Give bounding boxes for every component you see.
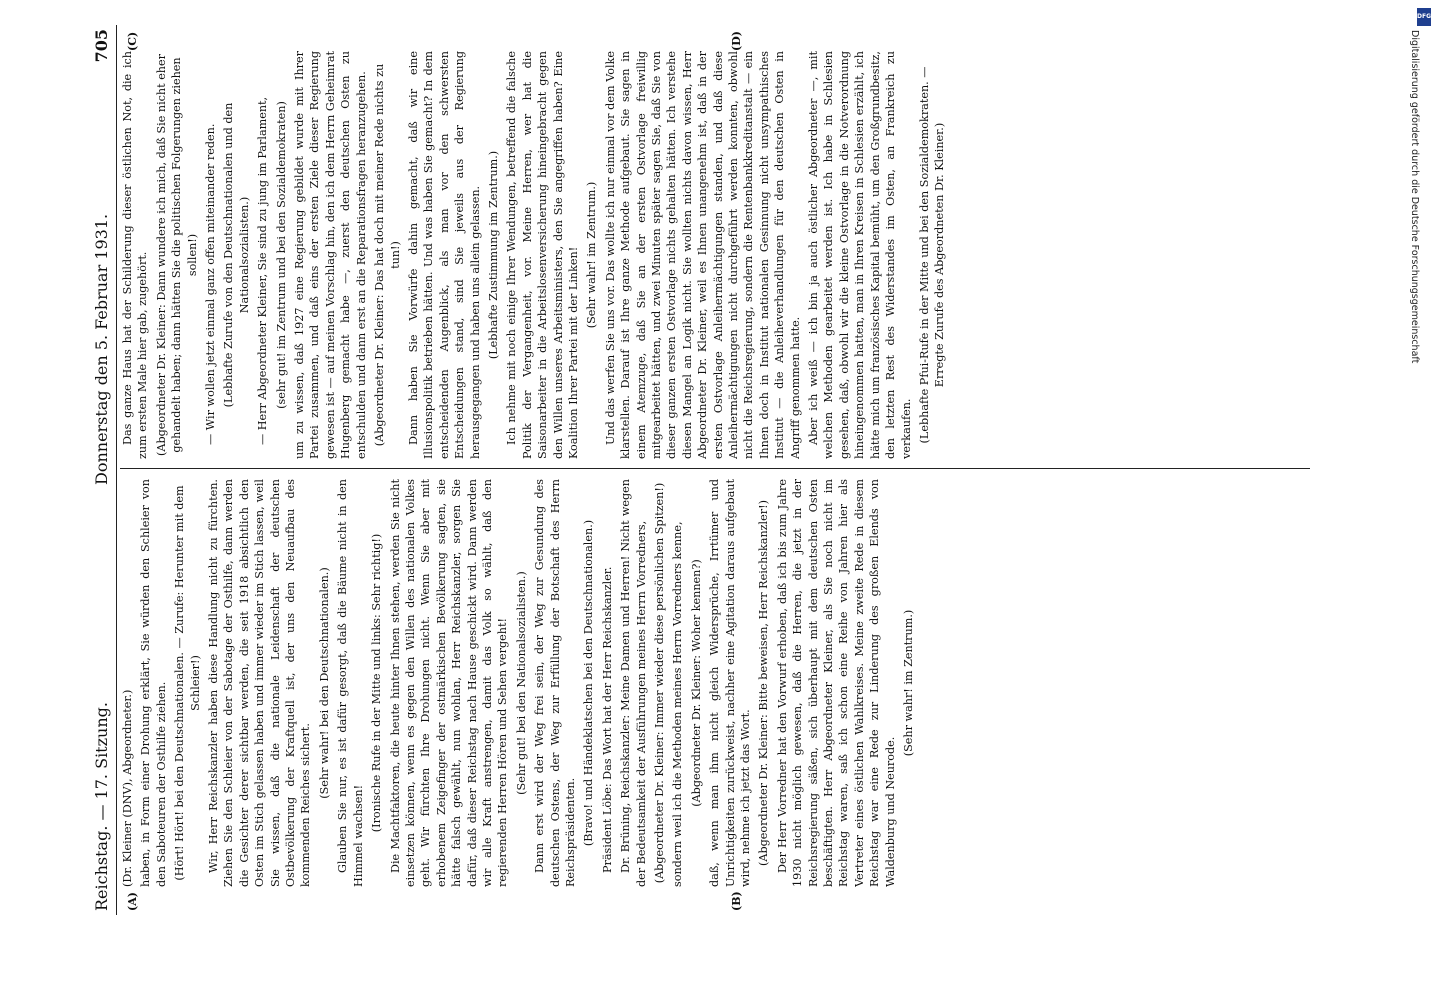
speech-paragraph: Aber ich weiß — ich bin ja auch östlicher Abgeordneter —, mit welchen Methoden gearbeitet werden ist. Ich habe in Schlesien gesehen, daß, obwohl wir die kleine Ostvorlage in die Notverordnung hineingenommen hatten, man in Ihren Kreisen in Schlesien erzählt, ich hätte mich um französisches Kapital bemüht, um den Großgrundbesitz, den letzten Rest des Widerstandes im Osten, an Frankreich zu verkaufen. [807,51,913,459]
speech-paragraph: sondern weil ich die Methoden meines Herrn Vorredners kenne, [671,521,685,887]
interjection-paragraph: (Sehr gut! bei den Nationalsozialisten.) [514,571,528,795]
interjection-paragraph: (Sehr wahr! bei den Deutschnationalen.) [317,567,331,799]
interjection-paragraph: (Abgeordneter Dr. Kleiner: Immer wieder diese persönlichen Spitzen!) [653,482,666,884]
speech-paragraph: Das ganze Haus hat der Schilderung dieser östlichen Not, die ich zum ersten Male hier gab, zugehört. [121,51,150,459]
interjection-paragraph: (sehr gut! im Zentrum und bei den Sozialdemokraten) [274,101,288,409]
header-center: Donnerstag den 5. Februar 1931. [92,213,111,485]
speech-paragraph: Wir, Herr Reichskanzler haben diese Handlung nicht zu fürchten. Ziehen Sie den Schleier von der Sabotage der Osthilfe, dann werden die Gesichter derer sichtbar werden, die seit 1918 absichtlich den Osten im Stich gelassen haben und immer wieder im Stich lassen, weil Sie wissen, daß die nationale Leidenschaft der deutschen Ostbevölkerung der Kraftquell ist, der uns den Neuaufbau des kommenden Reiches sichert. [207,479,313,887]
interjection-paragraph: (Abgeordneter Dr. Kleiner: Dann wundere ich mich, daß Sie nicht eher gehandelt haben; dann hätten Sie die politischen Folgerungen ziehen sollen!) [154,54,199,456]
margin-marker-a: (A) [126,892,139,911]
margin-marker-d: (D) [730,31,743,51]
page-number: 705 [92,29,111,63]
dfg-logo: DFG [1417,8,1431,26]
speech-paragraph: Dann erst wird der Weg frei sein, der Weg zur Gesundung des deutschen Ostens, der Weg zur Erfüllung der Botschaft des Herrn Reichspräsidenten. [533,479,577,887]
interjection-paragraph: (Lebhafte Zustimmung im Zentrum.) [486,150,500,360]
speech-paragraph: — Wir wollen jetzt einmal ganz offen miteinander reden. [204,123,218,445]
document-page [90,25,1320,915]
interjection-paragraph: (Sehr wahr! im Zentrum.) [585,181,599,329]
margin-marker-c: (C) [126,31,139,51]
margin-marker-b: (B) [730,891,743,911]
speech-paragraph: Der Herr Vorredner hat den Vorwurf erhoben, daß ich bis zum Jahre 1930 nicht möglich gewesen, daß die Herren, die jetzt in der Reichsregierung säßen, sich überhaupt mit dem deutschen Osten beschäftigten. Herr Abgeordneter Kleiner, als Sie noch nicht im Reichstag waren, saß ich schon eine Reihe von Jahren hier als Vertreter eines östlichen Wahlkreises. Meine zweite Rede in diesem Reichstag war eine Rede zur Linderung des großen Elends von Waldenburg und Neurode. [775,479,897,887]
interjection-paragraph: (Abgeordneter Dr. Kleiner: Bitte beweisen, Herr Reichskanzler!) [757,500,771,866]
interjection-paragraph: (Ironische Rufe in der Mitte und links: Sehr richtig!) [370,533,384,833]
speech-paragraph: Dr. Brüning, Reichskanzler: Meine Damen und Herren! Nicht wegen der Bedeutsamkeit der Ausführungen meines Herrn Vorredners, [619,479,648,887]
right-column [120,51,1310,459]
speech-paragraph: Ich nehme mit noch einige Ihrer Wendungen, betreffend die falsche Politik der Vergangenheit, vor. Meine Herren, wer hat die Saisonarbeiter in die Arbeitslosenversicherung hineingebracht gegen den Willen unseres Arbeitsministers, den Sie angegriffen haben? Eine Koalition Ihrer Partei mit der Linken! [505,51,580,459]
header-left: Reichstag. — 17. Sitzung. [92,702,111,911]
speech-paragraph: haben, in Form einer Drohung erklärt, Sie würden den Schleier von den Saboteuren der Osthilfe ziehen. [139,479,168,887]
speech-paragraph: daß, wenn man ihm nicht gleich Widersprüche, Irrtümer und Unrichtigkeiten zurückweist, nachher eine Agitation daraus aufgebaut wird, nehme ich jetzt das Wort. [708,479,753,887]
left-column [120,479,1310,887]
speech-paragraph: Glauben Sie nur, es ist dafür gesorgt, daß die Bäume nicht in den Himmel wachsen! [336,479,365,887]
speech-paragraph: (Dr. Kleiner (DNV), Abgeordneter.) [121,689,134,887]
interjection-paragraph: (Abgeordneter Dr. Kleiner: Woher kennen?) [689,559,703,807]
speech-paragraph: Die Machtfaktoren, die heute hinter Ihnen stehen, werden Sie nicht einsetzen können, wenn es gegen den Willen des nationalen Volkes geht. Wir fürchten Ihre Drohungen nicht. Wenn Sie aber mit erhobenem Zeigefinger der ostmärkischen Bevölkerung sagten, sie hätte falsch gewählt, nun wohlan, Herr Reichskanzler, sorgen Sie dafür, daß dieser Reichstag nach Hause geschickt wird. Dann werden wir alle Kraft anstrengen, damit das Volk so wählt, daß den regierenden Herren Hören und Sehen vergeht! [388,479,510,887]
interjection-paragraph: (Bravo! und Händeklatschen bei den Deutschnationalen.) [582,519,596,847]
interjection-paragraph: (Sehr wahr! im Zentrum.) [902,609,916,757]
interjection-paragraph: (Lebhafte Pfui-Rufe in der Mitte und bei den Sozialdemokraten. — Erregte Zurufe des Abgeordneten Dr. Kleiner.) [917,66,947,444]
speech-paragraph: — Herr Abgeordneter Kleiner, Sie sind zu jung im Parlament, [256,96,270,445]
speech-paragraph: Präsident Löbe: Das Wort hat der Herr Reichskanzler. [600,566,614,873]
interjection-paragraph: (Lebhafte Zurufe von den Deutschnationalen und den Nationalsozialisten.) [222,102,251,408]
speech-paragraph: Dann haben Sie Vorwürfe dahin gemacht, daß wir eine Illusionspolitik betrieben hätten. Und was haben Sie gemacht? In dem entscheidenden Augenblick, als man vor den schwersten Entscheidungen stand, sind Sie jeweils aus der Regierung herausgegangen und haben uns allein gelassen. [406,51,482,459]
digitization-credit: Digitalisierung gefördert durch die Deutsche Forschungsgemeinschaft [1409,30,1420,364]
speech-paragraph: Und das werfen Sie uns vor. Das wollte ich nur einmal vor dem Volke klarstellen. Darauf ist Ihre ganze Methode aufgebaut. Sie sagen in einem Atemzuge, daß Sie an der ersten Ostvorlage freiwillig mitgearbeitet hätten, und zwei Minuten später sagen Sie, daß Sie von dieser ganzen ersten Ostvorlage nichts gehalten hätten. Ich verstehe diesen Mangel an Logik nicht. Sie wollten nichts davon wissen, Herr Abgeordneter Dr. Kleiner, weil es Ihnen unangenehm ist, daß in der ersten Ostvorlage Anleihermächtigungen standen, und daß diese Anleihermächtigungen nicht durchgeführt werden konnten, obwohl nicht die Reichsregierung, sondern die Rentenbankkreditanstalt — ein Ihnen doch in Institut nationalen Gesinnung nicht unsympathisches Institut — die Anleiheverhandlungen für den deutschen Osten in Angriff genommen hatte. [603,51,802,459]
interjection-paragraph: (Hört! Hört! bei den Deutschnationalen. — Zurufe: Herunter mit dem Schleier!) [173,485,202,881]
speech-paragraph: um zu wissen, daß 1927 eine Regierung gebildet wurde mit Ihrer Partei zusammen, und daß eins der ersten Ziele dieser Regierung gewesen ist — auf meinen Vorschlag hin, den ich dem Herrn Geheimrat Hugenberg gemacht habe —, zuerst den deutschen Osten zu entschulden und dann erst an die Reparationsfragen heranzugehen. [293,51,368,459]
page-header [90,25,117,915]
column-divider [120,468,1310,469]
interjection-paragraph: (Abgeordneter Dr. Kleiner: Das hat doch mit meiner Rede nichts zu tun!) [373,63,402,447]
